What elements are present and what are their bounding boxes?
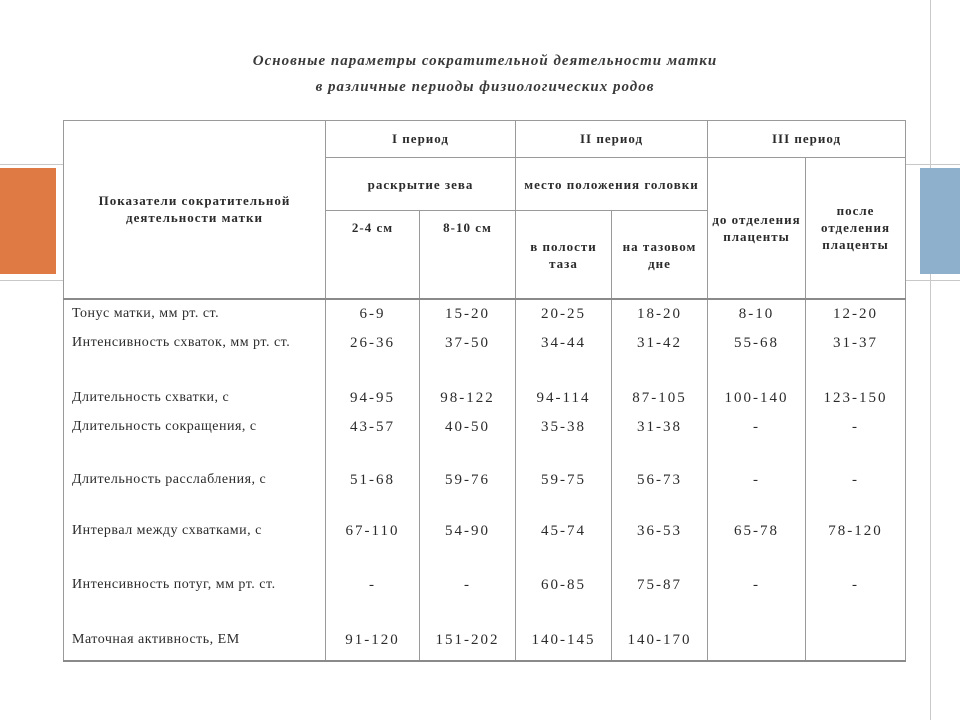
row-value: 43-57 (326, 413, 420, 466)
row-value: 100-140 (708, 384, 806, 413)
accent-block-orange (0, 168, 56, 274)
row-label: Длительность схватки, с (64, 384, 326, 413)
row-value: - (708, 413, 806, 466)
row-value: 123-150 (806, 384, 906, 413)
row-value: 151-202 (420, 626, 516, 661)
row-value: 75-87 (612, 571, 708, 626)
header-pelvic-floor: на тазовом дне (612, 211, 708, 299)
row-value: 87-105 (612, 384, 708, 413)
row-label: Интенсивность потуг, мм рт. ст. (64, 571, 326, 626)
row-value: 67-110 (326, 517, 420, 570)
slide-rule-right (930, 0, 931, 720)
table-title (60, 48, 910, 100)
row-value: 91-120 (326, 626, 420, 661)
row-value: 20-25 (516, 299, 612, 329)
row-value: 31-38 (612, 413, 708, 466)
row-value: 6-9 (326, 299, 420, 329)
row-value (708, 626, 806, 661)
table-row (64, 329, 906, 384)
row-value (806, 626, 906, 661)
row-value: 18-20 (612, 299, 708, 329)
table-row (64, 299, 906, 329)
row-value: 59-76 (420, 466, 516, 517)
table-row (64, 571, 906, 626)
row-value: 140-145 (516, 626, 612, 661)
title-line-1: Основные параметры сократительной деятельности матки (252, 53, 718, 69)
row-value: 8-10 (708, 299, 806, 329)
row-value: 55-68 (708, 329, 806, 384)
header-dilation-8-10: 8-10 см (420, 211, 516, 299)
row-value: 51-68 (326, 466, 420, 517)
row-value: - (806, 413, 906, 466)
header-before-placenta: до отделения плаценты (708, 157, 806, 299)
row-label: Маточная активность, ЕМ (64, 626, 326, 661)
row-value: 98-122 (420, 384, 516, 413)
header-period-3: III период (708, 121, 906, 158)
header-period-1: I период (326, 121, 516, 158)
row-value: 59-75 (516, 466, 612, 517)
row-value: 78-120 (806, 517, 906, 570)
row-value: 40-50 (420, 413, 516, 466)
row-value: 94-114 (516, 384, 612, 413)
row-value: 26-36 (326, 329, 420, 384)
row-label: Тонус матки, мм рт. ст. (64, 299, 326, 329)
header-period-2: II период (516, 121, 708, 158)
row-value: 94-95 (326, 384, 420, 413)
row-value: - (326, 571, 420, 626)
row-label: Длительность расслабления, с (64, 466, 326, 517)
table-row (64, 517, 906, 570)
row-value: 45-74 (516, 517, 612, 570)
header-dilation: раскрытие зева (326, 157, 516, 210)
table-row (64, 626, 906, 661)
row-value: 140-170 (612, 626, 708, 661)
header-pelvic-cavity: в полости таза (516, 211, 612, 299)
parameters-table (63, 120, 905, 662)
row-value: 15-20 (420, 299, 516, 329)
row-value: 31-37 (806, 329, 906, 384)
row-value: - (708, 466, 806, 517)
table-row (64, 384, 906, 413)
row-value: 37-50 (420, 329, 516, 384)
row-value: 65-78 (708, 517, 806, 570)
row-value: 34-44 (516, 329, 612, 384)
row-value: - (806, 466, 906, 517)
row-value: - (420, 571, 516, 626)
row-value: 12-20 (806, 299, 906, 329)
row-value: 36-53 (612, 517, 708, 570)
row-value: 35-38 (516, 413, 612, 466)
table-row (64, 413, 906, 466)
row-value: 60-85 (516, 571, 612, 626)
table-row (64, 466, 906, 517)
header-indicator: Показатели сократительной деятельности матки (64, 121, 326, 299)
header-after-placenta: после отделения плаценты (806, 157, 906, 299)
row-value: - (806, 571, 906, 626)
header-head-position: место положения головки (516, 157, 708, 210)
row-value: 56-73 (612, 466, 708, 517)
row-value: 54-90 (420, 517, 516, 570)
row-value: 31-42 (612, 329, 708, 384)
row-value: - (708, 571, 806, 626)
title-line-2: в различные периоды физиологических родов (315, 79, 655, 95)
header-dilation-2-4: 2-4 см (326, 211, 420, 299)
slide-top-margin (0, 0, 960, 40)
accent-block-blue (920, 168, 960, 274)
row-label: Интервал между схватками, с (64, 517, 326, 570)
row-label: Длительность сокращения, с (64, 413, 326, 466)
row-label: Интенсивность схваток, мм рт. ст. (64, 329, 326, 384)
